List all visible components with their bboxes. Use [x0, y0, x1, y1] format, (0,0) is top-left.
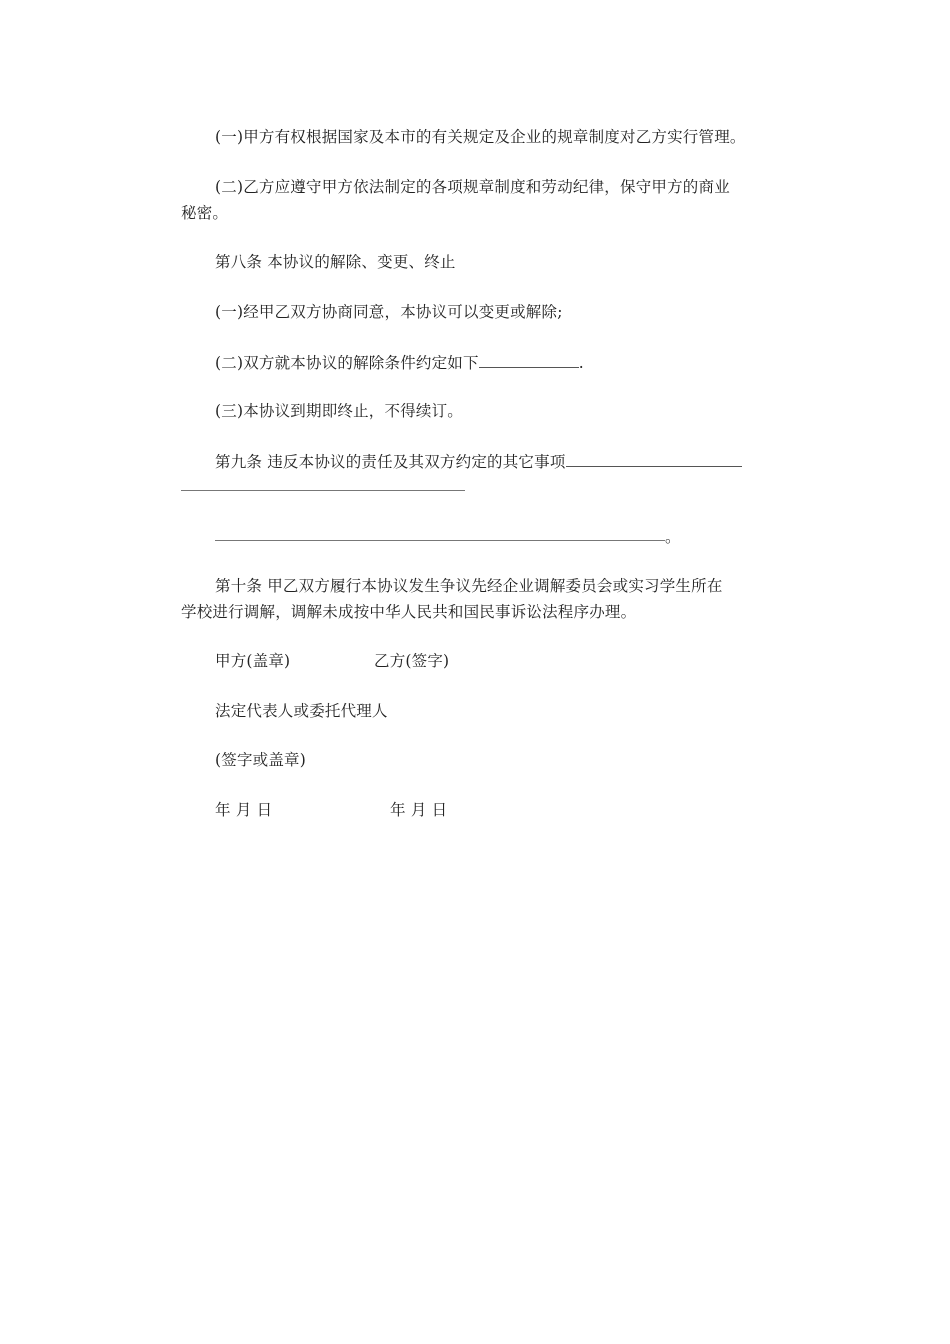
article-10-line-2: 学校进行调解，调解未成按中华人民共和国民事诉讼法程序办理。 — [181, 603, 637, 621]
article-10-line-1: 第十条 甲乙双方履行本协议发生争议先经企业调解委员会或实习学生所在 — [215, 577, 723, 595]
fill-in-blank[interactable] — [479, 352, 579, 368]
fill-in-blank[interactable] — [181, 490, 465, 491]
fill-in-blank[interactable] — [566, 451, 742, 467]
party-b-signature: 乙方(签字) — [374, 652, 450, 670]
clause-7-item-1: (一)甲方有权根据国家及本市的有关规定及企业的规章制度对乙方实行管理。 — [215, 128, 746, 146]
date-party-a: 年 月 日 — [215, 801, 273, 819]
article-8-item-2-text: (二)双方就本协议的解除条件约定如下 — [215, 354, 479, 372]
clause-7-item-2-line-1: (二)乙方应遵守甲方依法制定的各项规章制度和劳动纪律，保守甲方的商业 — [215, 178, 730, 196]
fill-in-blank[interactable] — [215, 540, 665, 541]
article-9-end: 。 — [665, 528, 681, 546]
article-9-line-1 — [215, 451, 742, 472]
date-party-b: 年 月 日 — [390, 801, 448, 819]
article-8-title: 第八条 本协议的解除、变更、终止 — [215, 253, 456, 271]
clause-7-item-2-line-2: 秘密。 — [181, 204, 229, 222]
article-8-item-2-end: . — [578, 354, 584, 372]
article-8-item-1: (一)经甲乙双方协商同意，本协议可以变更或解除; — [215, 303, 563, 321]
article-9-text: 第九条 违反本协议的责任及其双方约定的其它事项 — [215, 453, 566, 471]
article-8-item-2 — [215, 352, 584, 373]
article-8-item-3: (三)本协议到期即终止，不得续订。 — [215, 402, 463, 420]
party-a-seal: 甲方(盖章) — [215, 652, 291, 670]
sign-or-seal: (签字或盖章) — [215, 751, 306, 769]
legal-representative: 法定代表人或委托代理人 — [215, 702, 388, 720]
